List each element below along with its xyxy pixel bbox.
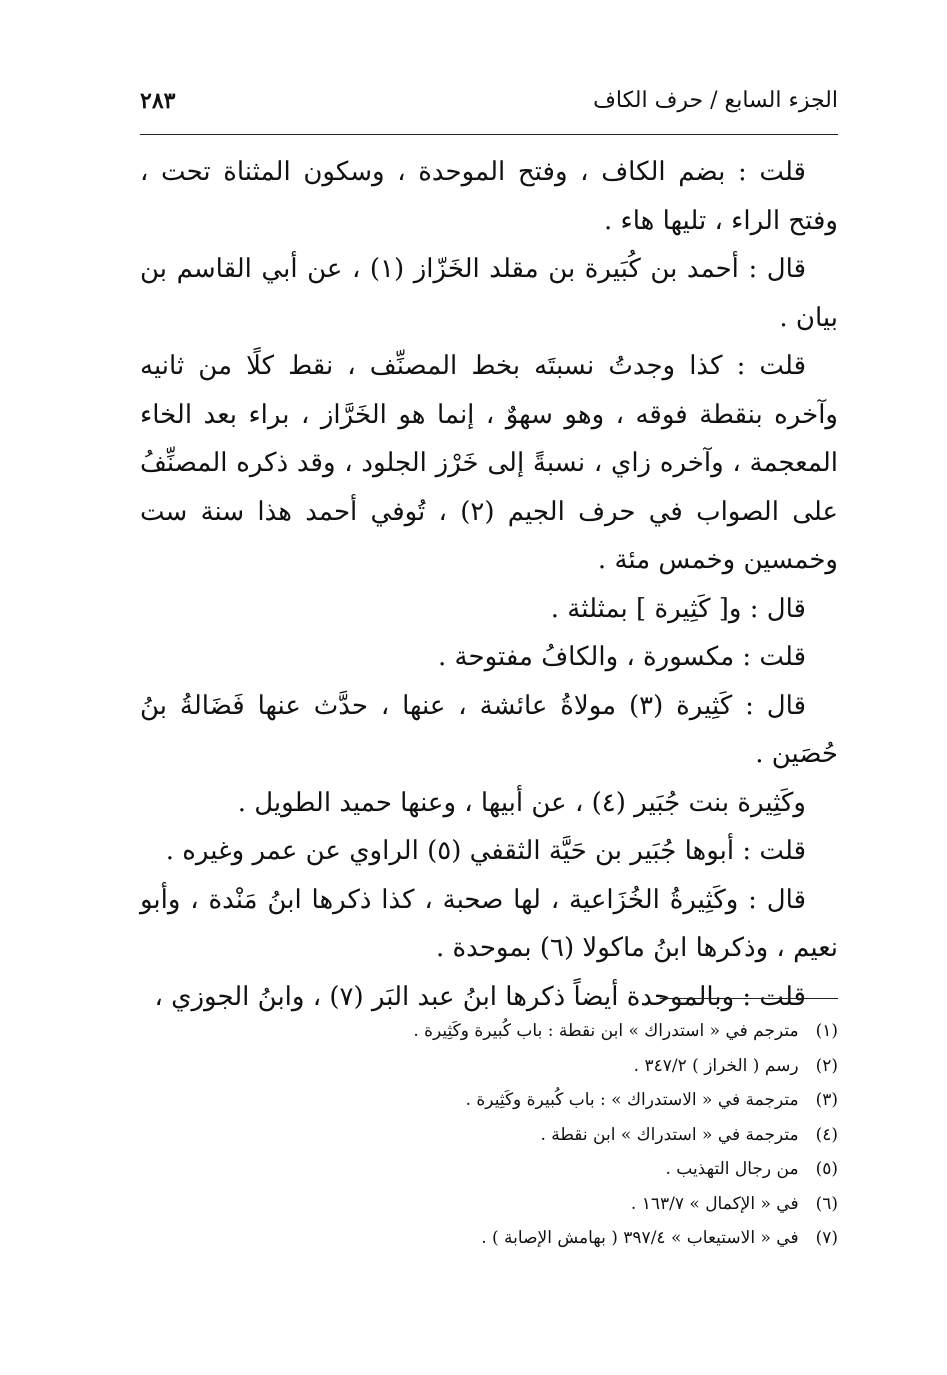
paragraph: قال : أحمد بن كُبَيرة بن مقلد الخَزّاز (١) ، عن أبي القاسم بن بيان . bbox=[140, 254, 838, 333]
paragraph: قلت : كذا وجدتُ نسبتَه بخط المصنِّف ، نقط كلًا من ثانيه وآخره بنقطة فوقه ، وهو سهوٌ ، إنما هو الخَرَّاز ، براء بعد الخاء المعجمة ، وآخره زاي ، نسبةً إلى خَرْز الجلود ، وقد ذكره المصنِّفُ على الصواب في حرف الجيم (٢) ، تُوفي أحمد هذا سنة ست وخمسين وخمس مئة . bbox=[140, 351, 838, 575]
footnote bbox=[300, 1118, 838, 1153]
footnote-text: في « الإكمال » ١٦٣/٧ . bbox=[630, 1193, 799, 1214]
footnote-number: (٧) bbox=[815, 1228, 838, 1248]
footnote-text: مترجم في « استدراك » ابن نقطة : باب كُبيرة وكَثِيرة . bbox=[413, 1021, 799, 1041]
footnote-number: (٥) bbox=[815, 1159, 838, 1179]
paragraph: قال : كَثِيرة (٣) مولاةُ عائشة ، عنها ، حدَّث عنها فَضَالةُ بنُ حُصَين . bbox=[140, 690, 838, 769]
footnote-number: (٢) bbox=[815, 1055, 838, 1076]
footnote-text: في « الاستيعاب » ٣٩٧/٤ ( بهامش الإصابة ) . bbox=[481, 1228, 799, 1248]
page-number: ٢٨٣ bbox=[140, 88, 176, 114]
footnote bbox=[300, 1187, 838, 1222]
footnote-number: (٣) bbox=[815, 1090, 838, 1110]
paragraph: قلت : أبوها جُبَير بن حَيَّة الثقفي (٥) الراوي عن عمر وغيره . bbox=[165, 836, 806, 866]
footnote bbox=[300, 1049, 838, 1084]
footnote-text: مترجمة في « الاستدراك » : باب كُبيرة وكَثِيرة . bbox=[465, 1090, 799, 1110]
footnote bbox=[300, 1152, 838, 1187]
footnote-text: مترجمة في « استدراك » ابن نقطة . bbox=[540, 1124, 799, 1145]
footnote bbox=[300, 1014, 838, 1049]
running-head: الجزء السابع / حرف الكاف bbox=[593, 88, 838, 113]
footnotes bbox=[300, 1014, 838, 1256]
footnote-number: (٤) bbox=[815, 1124, 838, 1145]
footnote-text: من رجال التهذيب . bbox=[665, 1159, 799, 1179]
header-divider bbox=[140, 134, 838, 135]
footnote-text: رسم ( الخراز ) ٣٤٧/٢ . bbox=[633, 1055, 799, 1076]
paragraph: وكَثِيرة بنت جُبَير (٤) ، عن أبيها ، وعنها حميد الطويل . bbox=[237, 787, 806, 818]
paragraph: قال : وكَثِيرةُ الخُزَاعية ، لها صحبة ، كذا ذكرها ابنُ مَنْدة ، وأبو نعيم ، وذكرها ابنُ ماكولا (٦) بموحدة . bbox=[140, 884, 838, 963]
footnote bbox=[300, 1221, 838, 1256]
main-text bbox=[140, 148, 838, 1021]
paragraph: قال : و[ كَثِيرة ] بمثلثة . bbox=[550, 593, 806, 624]
footnote-number: (٦) bbox=[815, 1193, 838, 1214]
paragraph: قلت : بضم الكاف ، وفتح الموحدة ، وسكون المثناة تحت ، وفتح الراء ، تليها هاء . bbox=[140, 157, 838, 236]
page-header bbox=[140, 84, 838, 124]
footnote-divider bbox=[660, 998, 838, 999]
paragraph: قلت : وبالموحدة أيضاً ذكرها ابنُ عبد البَر (٧) ، وابنُ الجوزي ، bbox=[154, 981, 806, 1012]
footnote bbox=[300, 1083, 838, 1118]
paragraph: قلت : مكسورة ، والكافُ مفتوحة . bbox=[438, 642, 806, 672]
footnote-number: (١) bbox=[815, 1021, 838, 1041]
